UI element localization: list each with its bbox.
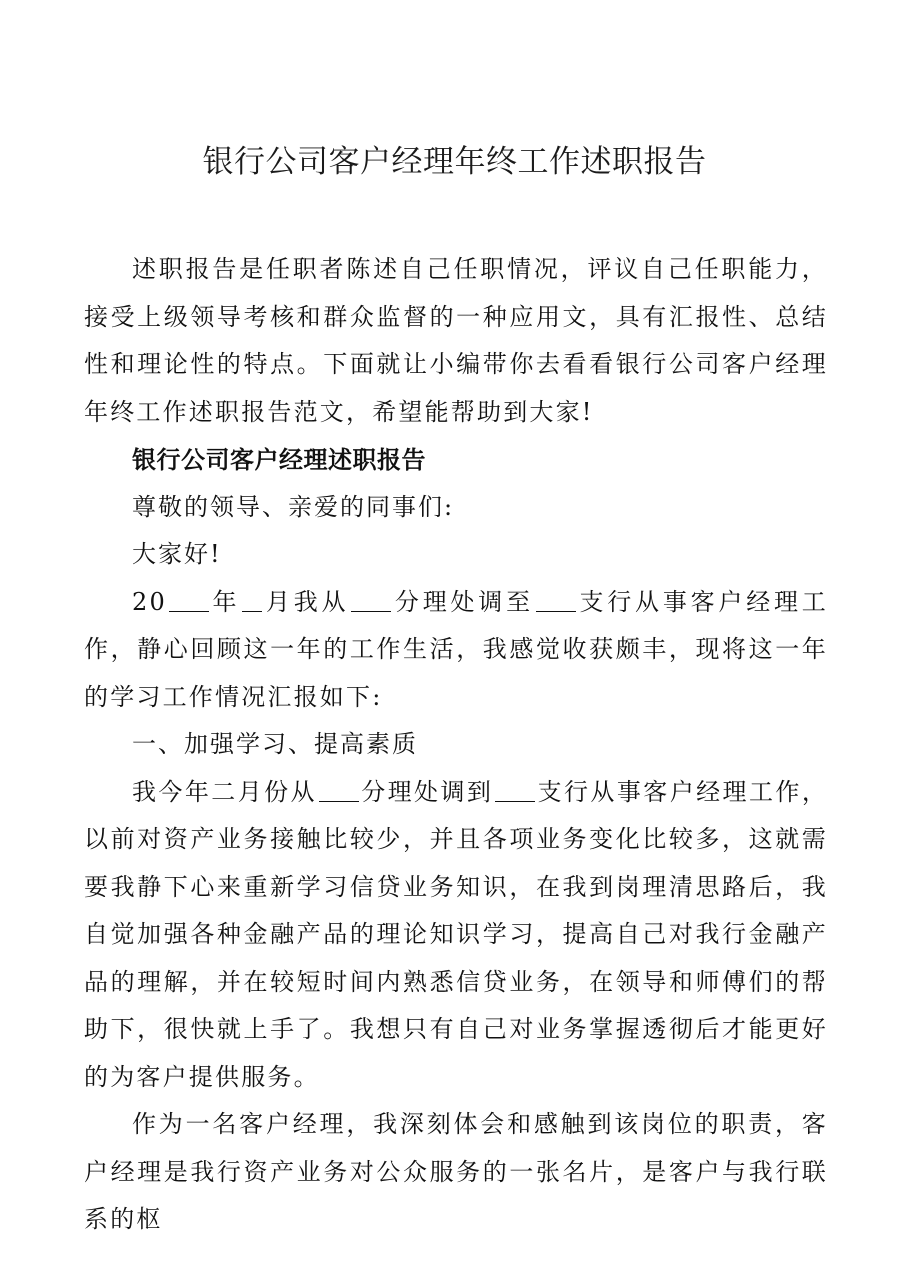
opening-text-branch: 支行从事客户经理工作， bbox=[84, 587, 828, 663]
opening-text-year: 年 bbox=[210, 587, 241, 616]
opening-year-prefix: 20 bbox=[132, 587, 167, 616]
blank-field-study-office bbox=[319, 779, 359, 802]
study-text-2: 分理处调到 bbox=[360, 777, 494, 806]
study-text-1: 我今年二月份从 bbox=[132, 777, 317, 806]
report-subtitle: 银行公司客户经理述职报告 bbox=[132, 445, 426, 474]
blank-field-year bbox=[169, 589, 209, 612]
blank-field-study-branch bbox=[495, 779, 535, 802]
blank-field-month bbox=[242, 589, 262, 612]
document-title: 银行公司客户经理年终工作述职报告 bbox=[202, 144, 707, 180]
opening-text-office: 分理处调至 bbox=[393, 587, 534, 616]
blank-field-branch bbox=[536, 589, 576, 612]
study-text-3: 支行从事客户经理工作，以前对资产业务接触比较少，并且各项业务变化比较多，这就需要我静下心来重新学习信贷业务知识，在我到岗理清思路后，我自觉加强各种金融产品的理论知识学习，提高自己对我行金融产品的理解，并在较短时间内熟悉信贷业务，在领导和师傅们的帮助下，很快就上手了。我想只有自己对业务掌握透彻后才能更好的为客户提供服务。 bbox=[84, 777, 829, 1091]
document-body bbox=[84, 246, 828, 1244]
blank-field-office bbox=[351, 589, 391, 612]
study-paragraph bbox=[84, 769, 828, 1102]
salutation: 尊敬的领导、亲爱的同事们: bbox=[132, 492, 455, 521]
opening-text-month: 月我从 bbox=[264, 587, 350, 616]
section-heading-1: 一、加强学习、提高素质 bbox=[132, 730, 418, 758]
greeting: 大家好! bbox=[132, 540, 222, 568]
opening-text-rest: 静心回顾这一年的工作生活，我感觉收获颇丰，现将这一年的学习工作情况汇报如下: bbox=[84, 635, 828, 711]
intro-paragraph: 述职报告是任职者陈述自己任职情况，评议自己任职能力，接受上级领导考核和群众监督的一种应用文，具有汇报性、总结性和理论性的特点。下面就让小编带你去看看银行公司客户经理年终工作述职报告范文，希望能帮助到大家! bbox=[84, 255, 828, 426]
role-paragraph: 作为一名客户经理，我深刻体会和感触到该岗位的职责，客户经理是我行资产业务对公众服务的一张名片，是客户与我行联系的枢 bbox=[84, 1110, 828, 1233]
opening-paragraph bbox=[84, 579, 828, 722]
